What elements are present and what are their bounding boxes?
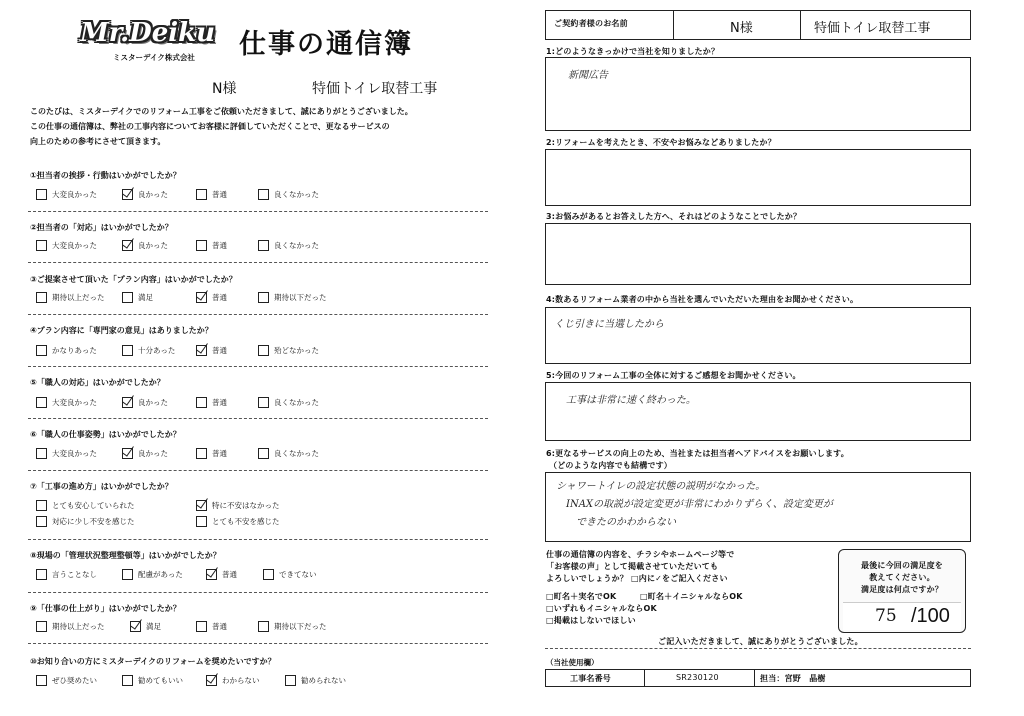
option-label: 満足 xyxy=(146,622,161,631)
q7-option-4[interactable] xyxy=(196,516,280,527)
option-label: 良くなかった xyxy=(274,449,319,458)
checkbox[interactable] xyxy=(258,240,269,251)
option-label: 特に不安はなかった xyxy=(212,501,280,510)
job-number-label: 工事名番号 xyxy=(570,674,611,683)
q10-option-2[interactable] xyxy=(122,675,183,686)
q5-option-4[interactable] xyxy=(258,397,319,408)
checkbox[interactable] xyxy=(196,240,207,251)
question-9-title: ⑨「仕事の仕上がり」はいかがでしたか？ xyxy=(30,604,181,613)
q5-option-2[interactable] xyxy=(122,397,168,408)
customer-name: N様 xyxy=(212,81,237,97)
question-1-title: ①担当者の挨拶・行動はいかがでしたか？ xyxy=(30,171,181,180)
checkbox[interactable] xyxy=(258,621,269,632)
publish-line: よろしいでしょうか？ □内に✓をご記入ください xyxy=(546,574,728,583)
checkbox[interactable] xyxy=(36,397,47,408)
score-prompt-line: 最後に今回の満足度を xyxy=(861,561,943,570)
checkbox[interactable] xyxy=(36,189,47,200)
answer-4-text: くじ引きに当選したから xyxy=(554,319,664,330)
publish-consent-text xyxy=(546,549,734,585)
q8-option-3[interactable] xyxy=(206,569,237,580)
score-prompt-line: 教えてください。 xyxy=(869,573,935,582)
divider xyxy=(545,648,971,649)
option-label: 大変良かった xyxy=(52,449,97,458)
divider xyxy=(644,670,645,686)
option-label: 普通 xyxy=(212,398,227,407)
divider xyxy=(28,643,488,644)
checkbox[interactable] xyxy=(122,675,133,686)
option-label: かなりあった xyxy=(52,346,97,355)
checkbox[interactable] xyxy=(36,621,47,632)
q7-option-3[interactable] xyxy=(36,516,135,527)
option-label: 期待以上だった xyxy=(52,622,105,631)
option-label: わからない xyxy=(222,676,260,685)
checkbox[interactable] xyxy=(258,189,269,200)
checkbox[interactable] xyxy=(36,500,47,511)
option-label: 普通 xyxy=(212,190,227,199)
q3-option-4[interactable] xyxy=(258,292,327,303)
q2-option-2[interactable] xyxy=(122,240,168,251)
q2-option-4[interactable] xyxy=(258,240,319,251)
q4-option-1[interactable] xyxy=(36,345,97,356)
intro-text xyxy=(30,104,490,149)
q9-option-4[interactable] xyxy=(258,621,327,632)
q1-option-4[interactable] xyxy=(258,189,319,200)
publish-option-label: いずれもイニシャルならOK xyxy=(553,604,657,613)
checkbox[interactable] xyxy=(258,345,269,356)
q2-option-1[interactable] xyxy=(36,240,97,251)
option-label: 普通 xyxy=(212,346,227,355)
q3-option-3[interactable] xyxy=(196,292,227,303)
q8-option-2[interactable] xyxy=(122,569,183,580)
divider xyxy=(28,314,488,315)
option-label: 配慮があった xyxy=(138,570,183,579)
checkbox[interactable] xyxy=(36,675,47,686)
checkbox[interactable] xyxy=(196,189,207,200)
q8-option-1[interactable] xyxy=(36,569,97,580)
intro-line: このたびは、ミスターデイクでのリフォーム工事をご依頼いただきまして、誠にありがとうございました。 xyxy=(30,107,413,116)
checkbox[interactable] xyxy=(122,397,133,408)
checkbox[interactable] xyxy=(196,500,207,511)
answer-box-3[interactable] xyxy=(545,223,971,285)
option-label: 良かった xyxy=(138,241,168,250)
divider xyxy=(28,470,488,471)
option-label: 普通 xyxy=(222,570,237,579)
q1-option-3[interactable] xyxy=(196,189,227,200)
option-label: 対応に少し不安を感じた xyxy=(52,517,135,526)
option-label: 普通 xyxy=(212,622,227,631)
q6-option-3[interactable] xyxy=(196,448,227,459)
q5-option-1[interactable] xyxy=(36,397,97,408)
checkbox[interactable] xyxy=(263,569,274,580)
checkbox[interactable] xyxy=(196,292,207,303)
option-label: 普通 xyxy=(212,293,227,302)
q9-option-3[interactable] xyxy=(196,621,227,632)
intro-line: 向上のための参考にさせて頂きます。 xyxy=(30,137,166,146)
option-label: 言うことなし xyxy=(52,570,97,579)
checkbox[interactable] xyxy=(36,448,47,459)
publish-option-1[interactable]: □町名＋実名でOK xyxy=(546,592,617,601)
option-label: とても安心していられた xyxy=(52,501,135,510)
option-label: 十分あった xyxy=(138,346,176,355)
publish-option-label: 町名＋イニシャルならOK xyxy=(647,592,743,601)
q1-option-1[interactable] xyxy=(36,189,97,200)
score-prompt-line: 満足度は何点ですか？ xyxy=(861,585,943,594)
checkbox[interactable] xyxy=(285,675,296,686)
question-6-title: ⑥「職人の仕事姿勢」はいかがでしたか？ xyxy=(30,430,181,439)
survey-q2: 2:リフォームを考えたとき、不安やお悩みなどありましたか？ xyxy=(546,138,776,147)
option-label: 良くなかった xyxy=(274,398,319,407)
q6-option-4[interactable] xyxy=(258,448,319,459)
checkbox[interactable] xyxy=(258,292,269,303)
divider xyxy=(28,418,488,419)
project-name: 特価トイレ取替工事 xyxy=(312,81,438,97)
option-label: 期待以下だった xyxy=(274,293,327,302)
checkbox[interactable] xyxy=(36,569,47,580)
option-label: 大変良かった xyxy=(52,241,97,250)
checkbox[interactable] xyxy=(122,569,133,580)
score-prompt xyxy=(839,560,965,596)
q7-option-2[interactable] xyxy=(196,500,280,511)
checkbox[interactable] xyxy=(36,345,47,356)
answer-6-line: できたのかわからない xyxy=(576,517,676,528)
checkbox[interactable] xyxy=(122,292,133,303)
q6-option-2[interactable] xyxy=(122,448,168,459)
q8-option-4[interactable] xyxy=(263,569,317,580)
q9-option-2[interactable] xyxy=(130,621,161,632)
answer-6-line: INAXの取説が設定変更が非常にわかりずらく、設定変更が xyxy=(566,499,833,510)
score-field[interactable] xyxy=(843,602,961,630)
job-number-value: SR230120 xyxy=(676,673,719,682)
logo: Mr.Deiku xyxy=(80,18,216,48)
office-use-table xyxy=(545,669,971,687)
contract-project-value: 特価トイレ取替工事 xyxy=(814,21,931,36)
survey-q6: 6:更なるサービスの向上のため、当社または担当者へアドバイスをお願いします。 xyxy=(546,449,849,458)
divider xyxy=(754,670,755,686)
option-label: できてない xyxy=(279,570,317,579)
option-label: 大変良かった xyxy=(52,398,97,407)
q3-option-2[interactable] xyxy=(122,292,153,303)
answer-box-6[interactable] xyxy=(545,472,971,542)
option-label: 良かった xyxy=(138,449,168,458)
answer-5-text: 工事は非常に速く終わった。 xyxy=(566,395,696,406)
divider xyxy=(28,366,488,367)
checkbox[interactable] xyxy=(206,675,217,686)
option-label: 良くなかった xyxy=(274,241,319,250)
option-label: 満足 xyxy=(138,293,153,302)
contract-name-value: N様 xyxy=(730,21,753,36)
divider xyxy=(28,262,488,263)
checkbox[interactable] xyxy=(196,516,207,527)
option-label: 期待以上だった xyxy=(52,293,105,302)
q4-option-4[interactable] xyxy=(258,345,319,356)
survey-q4: 4:数あるリフォーム業者の中から当社を選んでいただいた理由をお聞かせください。 xyxy=(546,295,859,304)
publish-option-3[interactable]: □いずれもイニシャルならOK xyxy=(546,604,657,613)
office-use-label: （当社使用欄） xyxy=(546,658,599,667)
question-4-title: ④プラン内容に「専門家の意見」はありましたか？ xyxy=(30,326,213,335)
checkbox[interactable] xyxy=(122,189,133,200)
option-label: 良くなかった xyxy=(274,190,319,199)
answer-box-1[interactable] xyxy=(545,57,971,131)
survey-q5: 5:今回のリフォーム工事の全体に対するご感想をお聞かせください。 xyxy=(546,371,801,380)
checkbox[interactable] xyxy=(36,292,47,303)
q2-option-3[interactable] xyxy=(196,240,227,251)
divider xyxy=(800,11,801,39)
option-label: 勧めてもいい xyxy=(138,676,183,685)
checkbox[interactable] xyxy=(196,621,207,632)
answer-box-2[interactable] xyxy=(545,149,971,206)
intro-line: この仕事の通信簿は、弊社の工事内容についてお客様に評価していただくことで、更なるサービスの xyxy=(30,122,390,131)
publish-option-2[interactable]: □町名＋イニシャルならOK xyxy=(640,592,743,601)
option-label: 普通 xyxy=(212,241,227,250)
divider xyxy=(28,539,488,540)
publish-option-label: 掲載はしないでほしい xyxy=(553,616,636,625)
option-label: 殆どなかった xyxy=(274,346,319,355)
contract-name-table xyxy=(545,10,971,40)
checkbox[interactable] xyxy=(196,397,207,408)
question-7-title: ⑦「工事の進め方」はいかがでしたか？ xyxy=(30,482,173,491)
question-8-title: ⑧現場の「管理状況整理整頓等」はいかがでしたか？ xyxy=(30,551,221,560)
page-title: 仕事の通信簿 xyxy=(239,29,413,60)
q4-option-2[interactable] xyxy=(122,345,175,356)
question-10-title: ⑩お知り合いの方にミスターデイクのリフォームを奨めたいですか？ xyxy=(30,657,276,666)
q10-option-4[interactable] xyxy=(285,675,346,686)
answer-6-line: シャワートイレの設定状態の説明がなかった。 xyxy=(556,481,766,492)
staff-name: 担当：宮野 晶樹 xyxy=(760,674,826,683)
survey-q3: 3:お悩みがあるとお答えした方へ、それはどのようなことでしたか？ xyxy=(546,212,802,221)
score-value: 75 xyxy=(875,606,897,626)
question-5-title: ⑤「職人の対応」はいかがでしたか？ xyxy=(30,378,165,387)
option-label: 普通 xyxy=(212,449,227,458)
checkbox[interactable] xyxy=(122,240,133,251)
checkbox[interactable] xyxy=(258,397,269,408)
score-max: /100 xyxy=(911,605,950,627)
checkbox[interactable] xyxy=(196,345,207,356)
option-label: 良かった xyxy=(138,398,168,407)
checkbox[interactable] xyxy=(122,448,133,459)
publish-option-4[interactable]: □掲載はしないでほしい xyxy=(546,616,636,625)
option-label: 期待以下だった xyxy=(274,622,327,631)
answer-box-4[interactable] xyxy=(545,307,971,364)
option-label: ぜひ奨めたい xyxy=(52,676,97,685)
satisfaction-score-box xyxy=(838,549,966,633)
publish-line: 仕事の通信簿の内容を、チラシやホームページ等で xyxy=(546,550,735,559)
checkbox[interactable] xyxy=(36,516,47,527)
answer-box-5[interactable] xyxy=(545,382,971,441)
q1-option-2[interactable] xyxy=(122,189,168,200)
q9-option-1[interactable] xyxy=(36,621,105,632)
divider xyxy=(28,592,488,593)
survey-q1: 1:どのようなきっかけで当社を知りましたか？ xyxy=(546,47,720,56)
option-label: とても不安を感じた xyxy=(212,517,280,526)
publish-line: 「お客様の声」として掲載させていただいても xyxy=(546,562,719,571)
q10-option-1[interactable] xyxy=(36,675,97,686)
option-label: 大変良かった xyxy=(52,190,97,199)
checkbox[interactable] xyxy=(258,448,269,459)
q3-option-1[interactable] xyxy=(36,292,105,303)
question-2-title: ②担当者の「対応」はいかがでしたか？ xyxy=(30,223,173,232)
checkbox[interactable] xyxy=(122,345,133,356)
checkbox[interactable] xyxy=(196,448,207,459)
question-3-title: ③ご提案させて頂いた「プラン内容」はいかがでしたか？ xyxy=(30,275,237,284)
q4-option-3[interactable] xyxy=(196,345,227,356)
company-name: ミスターデイク株式会社 xyxy=(113,53,195,62)
option-label: 勧められない xyxy=(301,676,346,685)
checkbox[interactable] xyxy=(130,621,141,632)
checkbox[interactable] xyxy=(36,240,47,251)
answer-1-text: 新聞広告 xyxy=(568,70,608,81)
contract-name-label: ご契約者様のお名前 xyxy=(554,19,628,28)
option-label: 良かった xyxy=(138,190,168,199)
q5-option-3[interactable] xyxy=(196,397,227,408)
q6-option-1[interactable] xyxy=(36,448,97,459)
survey-q6-sub: （どのような内容でも結構です） xyxy=(549,461,672,470)
q7-option-1[interactable] xyxy=(36,500,135,511)
checkbox[interactable] xyxy=(206,569,217,580)
divider xyxy=(673,11,674,39)
publish-option-label: 町名＋実名でOK xyxy=(553,592,617,601)
q10-option-3[interactable] xyxy=(206,675,260,686)
thanks-text: ご記入いただきまして、誠にありがとうございました。 xyxy=(658,637,863,646)
divider xyxy=(28,211,488,212)
